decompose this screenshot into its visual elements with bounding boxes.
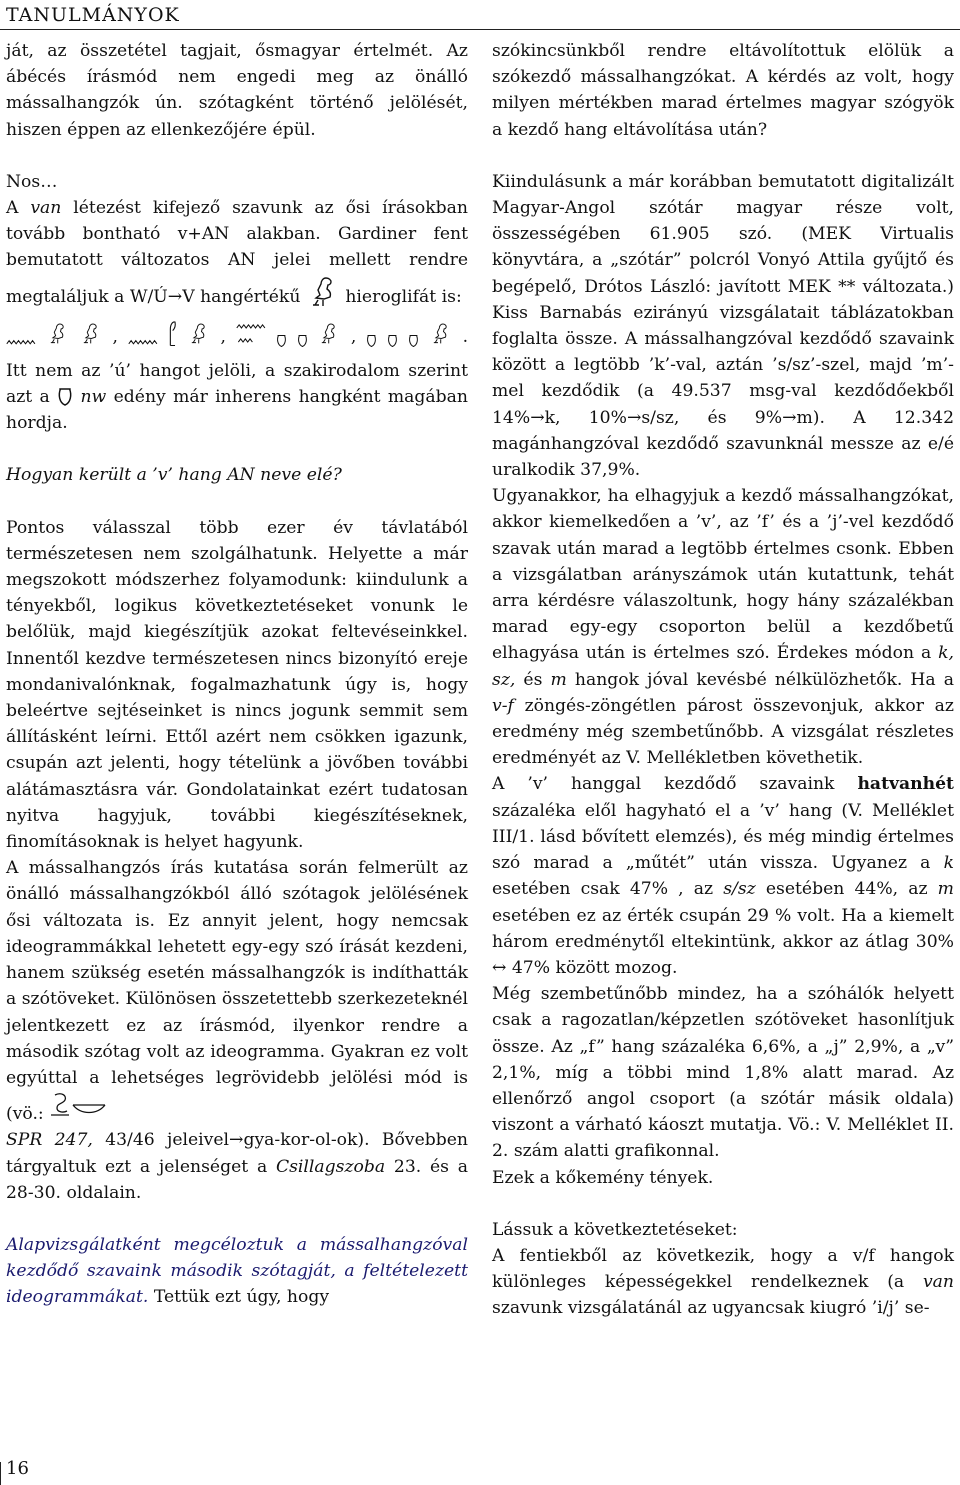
water-hieroglyph bbox=[236, 320, 266, 350]
question-heading: Hogyan került a ’v’ hang AN neve elé? bbox=[6, 465, 342, 486]
quail-chick-hieroglyph bbox=[317, 316, 340, 350]
left-column bbox=[6, 38, 468, 1311]
page-number: 16 bbox=[6, 1458, 29, 1479]
section-header: TANULMÁNYOK bbox=[6, 4, 180, 26]
paragraph: Pontos válasszal több ezer év távlatából természetesen nem szolgálhatunk. Helyette a már megszokott módszerhez folyamodunk: kiindulunk a tényekből, logikus következtetéseket vonunk le belőlük, majd kiegészítjük azokat feltevéseinkkel. Innentől kezdve természetesen nincs bizonyító ereje mondanivalónknak, fogalmazhatunk úgy is, hogy beleértve sejtéseinket is nincs jogunk semmit sem állításként leírni. Ettől azért nem csökken igazunk, csupán azt jelenti, hogy tételünk a jövőben további alátámasztásra vár. Gondolatainkat ezért tudatosan nyitva hagyjuk, további kiegészítéseknek, finomításoknak is helyet hagyunk. bbox=[6, 517, 468, 853]
paragraph: Még szembetűnőbb mindez, ha a szóhálók helyett csak a ragozatlan/képzetlen szótöveket hasonlítjuk össze. Az „f” hang százaléka 6,6%, a „j” 2,9%, a „v” 2,1%, míg a többi mind 1,8% alatt marad. Az ellenőrző angol csoport (a szótár másik oldala) viszont a várható káoszt mutatja. Vö.: V. Melléklet II. 2. szám alatti grafikonnal. bbox=[492, 984, 954, 1162]
paragraph: Itt nem az ’ú’ hangot jelöli, a szakirodalom szerint azt a nw edény már inherens hangként magában hordja. bbox=[6, 360, 468, 434]
paragraph: A fentiekből az következik, hogy a v/f hangok különleges képességekkel rendelkeznek (a van szavunk vizsgálatánál az ugyancsak kiugró ’i/j’ se- bbox=[492, 1245, 954, 1319]
cobra-basket-hieroglyph bbox=[49, 1091, 109, 1125]
paragraph: Ugyanakkor, ha elhagyjuk a kezdő mássalhangzókat, akkor kiemelkedően a ’v’, az ’f’ és a ’j’-vel kezdődő szavak után marad a legtöbb értelmes csonk. Ebben a vizsgálatban arányszámok után kutattunk, tehát arra kérdésre válaszoltunk, hogy hány százalékban marad egy-egy csoporton belül a kezdőbetű elhagyása után is értelmes szó. Érdekes módon a k, sz, és m hangok jóval kevésbé nélkülözhetők. Ha a v-f zöngés-zöngétlen párost összevonjuk, akkor az eredmény még szembetűnőbb. A vizsgálat részletes eredményét az V. Mellékletben követhetik. bbox=[492, 486, 954, 769]
pot-hieroglyph bbox=[297, 332, 308, 350]
csillagszoba-italic: Csillagszoba bbox=[275, 1156, 386, 1177]
quail-chick-hieroglyph bbox=[46, 316, 69, 350]
pot-hieroglyph bbox=[408, 332, 419, 350]
pot-hieroglyph bbox=[276, 332, 287, 350]
van-italic: van bbox=[30, 198, 62, 219]
spr-italic: SPR 247, bbox=[6, 1130, 93, 1151]
header-rule bbox=[0, 29, 960, 30]
subheading: Lássuk a következtetéseket: bbox=[492, 1219, 738, 1240]
paragraph: Kiindulásunk a már korábban bemutatott digitalizált Magyar-Angol szótár magyar része volt, összességében 61.905 szó. (MEK Virtualis könyvtára, a „szótár” polcról Vonyó Attila gyűjtő és begépelő, Drótos László: javított MEK ** változata.) Kiss Barnabás ezirányú vizsgálatait táblázatokban foglalta össze. A mássalhangzóval kezdődő szavaink között a legtöbb ’k’-val, aztán ’s/sz’-szel, majd ’m’-mel kezdődik (a 49.537 msg-val kezdődőekből 14%→k, 10%→s/sz, és 9%→m). A 12.342 magánhangzóval kezdődő szavunknál messze az e/é uralkodik 37,9%. bbox=[492, 171, 954, 481]
paragraph: Ezek a kőkemény tények. bbox=[492, 1167, 714, 1188]
paragraph: Nos… A van létezést kifejező szavunk az ősi írásokban tovább bontható v+AN alakban. Gardiner fent bemutatott változatos AN jelei mellett rendre megtaláljuk a W/Ú→V hangértékű hieroglifát is: bbox=[6, 171, 468, 307]
pot-hieroglyph bbox=[366, 332, 377, 350]
nw-italic: nw bbox=[80, 387, 107, 408]
quail-chick-hieroglyph bbox=[79, 316, 102, 350]
bold-emphasis: hatvanhét bbox=[857, 774, 954, 795]
paragraph: ját, az összetétel tagjait, ősmagyar értelmét. Az ábécés írásmód nem engedi meg az önálló mássalhangzók ún. szótagként történő jelölését, hiszen éppen az ellenkezőjére épül. bbox=[6, 41, 468, 140]
water-hieroglyph bbox=[6, 336, 36, 350]
paragraph: Alapvizsgálatként megcéloztuk a mássalhangzóval kezdődő szavaink második szótagját, a feltételezett ideogrammákat. Tettük ezt úgy, hogy bbox=[6, 1234, 468, 1308]
paragraph: A ’v’ hanggal kezdődő szavaink hatvanhét százaléka elől hagyható el a ’v’ hang (V. Melléklet III/1. lásd bővített elemzés), és még mindig értelmes szó marad a „műtét” után vissza. Ugyanez a k esetében csak 47% , az s/sz esetében 44%, az m esetében ez az érték csupán 29 % volt. Ha a kiemelt három eredménytől eltekintünk, akkor az átlag 30% ↔ 47% között mozog. bbox=[492, 774, 954, 978]
quail-chick-hieroglyph bbox=[306, 274, 340, 308]
pot-hieroglyph bbox=[387, 332, 398, 350]
paragraph: szókincsünkből rendre eltávolítottuk elölük a szókezdő mássalhangzókat. A kérdés az volt, hogy milyen mértékben marad értelmes magyar szógyök a kezdő hang eltávolítása után? bbox=[492, 41, 954, 140]
reed-hieroglyph bbox=[168, 316, 177, 350]
hieroglyph-line: , , , . bbox=[6, 310, 468, 350]
italic-emphasis: Alapvizsgálatként megcéloztuk a mássalhangzóval kezdődő szavaink második szótagját, a feltételezett ideogrammákat. bbox=[6, 1234, 468, 1308]
water-hieroglyph bbox=[128, 336, 158, 350]
quail-chick-hieroglyph bbox=[429, 316, 452, 350]
nos-text: Nos… bbox=[6, 171, 58, 192]
right-column bbox=[492, 38, 954, 1322]
quail-chick-hieroglyph bbox=[187, 316, 210, 350]
pot-hieroglyph bbox=[57, 386, 73, 408]
paragraph: A mássalhangzós írás kutatása során felmerült az önálló mássalhangzókból álló szótagok jelölésének ősi változata is. Ez annyit jelent, hogy nemcsak ideogrammákkal lehetett egy-egy szó írását kezdeni, hanem szükség esetén mássalhangzók is indíthatták a szótöveket. Különösen összetettebb szerkezeteknél jelentkezett ez az írásmód, ilyenkor rendre a második szótag volt az ideogramma. Gyakran ez volt egyúttal a lehetséges legrövidebb jelölési mód is (vö.: SPR 247, 43/46 jeleivel→gya-kor-ol-ok). Bővebben tárgyaltuk ezt a jelenséget a Csillagszoba 23. és a 28-30. oldalain. bbox=[6, 858, 468, 1203]
footer-rule bbox=[0, 1462, 1, 1485]
